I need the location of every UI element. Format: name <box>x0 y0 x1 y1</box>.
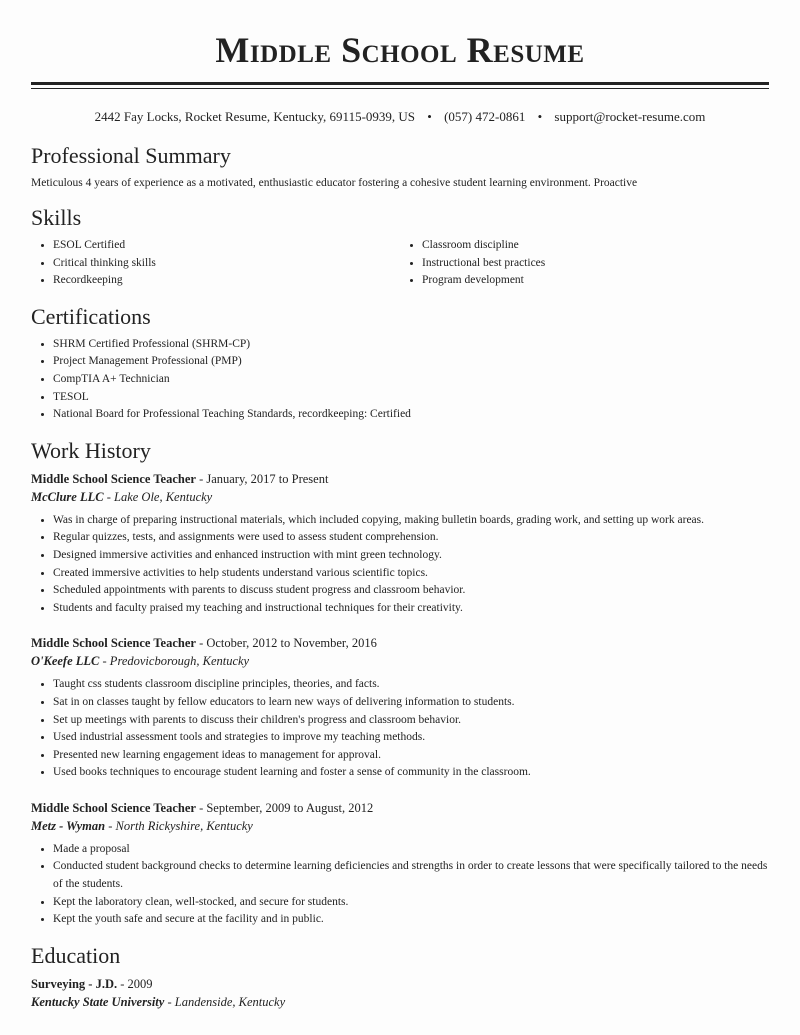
job-title: Middle School Science Teacher <box>31 471 196 486</box>
certifications-section <box>31 304 769 424</box>
skills-right-list <box>400 237 769 290</box>
skills-section <box>31 205 769 290</box>
job-bullet: • Sat in on classes taught by fellow educators to learn new ways of delivering information to students. <box>53 694 769 712</box>
job-bullet: • Presented new learning engagement ideas to management for approval. <box>53 747 769 765</box>
contact-separator: • <box>537 109 543 124</box>
summary-heading: Professional Summary <box>31 143 231 168</box>
job-bullet: • Conducted student background checks to determine learning deficiencies and strengths in order to create lessons that were specifically tailored to the needs of the students. <box>53 858 769 893</box>
job-title: Middle School Science Teacher <box>31 636 196 651</box>
education-school-line <box>31 993 769 1011</box>
education-section <box>31 943 769 1011</box>
job-location: - Lake Ole, Kentucky <box>103 489 213 504</box>
title-rule-thin <box>31 88 769 89</box>
job-title: Middle School Science Teacher <box>31 800 196 815</box>
job-dates: - September, 2009 to August, 2012 <box>195 800 374 815</box>
job-bullets <box>31 676 769 782</box>
job-dates: - January, 2017 to Present <box>195 471 329 486</box>
job-dates: - October, 2012 to November, 2016 <box>195 636 377 651</box>
job-bullet: • Kept the laboratory clean, well-stocked, and secure for students. <box>53 894 769 912</box>
certification-item: • National Board for Professional Teaching Standards, recordkeeping: Certified <box>53 406 769 424</box>
job-bullet: • Taught css students classroom discipline principles, theories, and facts. <box>53 676 769 694</box>
job-bullet: • Was in charge of preparing instructional materials, which included copying, making bulletin boards, grading work, and setting up work areas. <box>53 512 769 530</box>
job-location: - North Rickyshire, Kentucky <box>105 818 253 833</box>
job-company-line <box>31 817 769 835</box>
job-header <box>31 470 769 488</box>
job-bullet: • Made a proposal <box>53 841 769 859</box>
certification-item: • TESOL <box>53 389 769 407</box>
job-company: McClure LLC <box>31 489 104 504</box>
certification-item: • CompTIA A+ Technician <box>53 371 769 389</box>
job-location: - Predovicborough, Kentucky <box>99 654 250 669</box>
job-bullet: • Created immersive activities to help students understand various scientific topics. <box>53 565 769 583</box>
job-entry <box>31 470 769 618</box>
skill-item: • ESOL Certified <box>53 237 400 255</box>
job-company-line <box>31 488 769 506</box>
job-company-line <box>31 652 769 670</box>
job-bullets <box>31 512 769 618</box>
contact-phone: (057) 472-0861 <box>444 109 526 124</box>
certifications-list <box>31 336 769 424</box>
job-company: O'Keefe LLC <box>31 654 100 669</box>
skills-columns <box>31 237 769 290</box>
certification-item: • SHRM Certified Professional (SHRM-CP) <box>53 336 769 354</box>
job-bullet: • Set up meetings with parents to discuss their children's progress and classroom behavior. <box>53 712 769 730</box>
education-degree: Surveying - J.D. <box>31 976 118 991</box>
job-header <box>31 799 769 817</box>
skill-item: • Classroom discipline <box>422 237 769 255</box>
education-header <box>31 975 769 993</box>
skill-item: • Critical thinking skills <box>53 255 400 273</box>
skill-item: • Instructional best practices <box>422 255 769 273</box>
job-bullet: • Used industrial assessment tools and strategies to improve my teaching methods. <box>53 729 769 747</box>
education-location: - Landenside, Kentucky <box>164 994 286 1009</box>
skills-heading: Skills <box>31 205 82 230</box>
job-entry <box>31 799 769 929</box>
work-history-section <box>31 438 769 929</box>
job-bullet: • Regular quizzes, tests, and assignments were used to assess student comprehension. <box>53 529 769 547</box>
resume-title: Middle School Resume <box>215 30 585 70</box>
skill-item: • Recordkeeping <box>53 272 400 290</box>
job-company: Metz - Wyman <box>31 818 106 833</box>
job-bullet: • Scheduled appointments with parents to discuss student progress and classroom behavior. <box>53 582 769 600</box>
title-rule-thick <box>31 82 769 85</box>
education-year: - 2009 <box>117 976 153 991</box>
contact-email[interactable]: support@rocket-resume.com <box>554 109 706 124</box>
skill-item: • Program development <box>422 272 769 290</box>
summary-text: Meticulous 4 years of experience as a motivated, enthusiastic educator fostering a cohesive student learning environment. Proactive <box>31 177 638 189</box>
job-bullet: • Kept the youth safe and secure at the facility and in public. <box>53 911 769 929</box>
certification-item: • Project Management Professional (PMP) <box>53 353 769 371</box>
job-entry <box>31 634 769 782</box>
contact-address: 2442 Fay Locks, Rocket Resume, Kentucky, 69115-0939, US <box>94 109 416 124</box>
job-header <box>31 634 769 652</box>
contact-separator: • <box>427 109 432 124</box>
job-bullets <box>31 841 769 929</box>
skills-left-list <box>31 237 400 290</box>
job-bullet: • Designed immersive activities and enhanced instruction with mint green technology. <box>53 547 769 565</box>
education-heading: Education <box>31 942 121 968</box>
contact-line <box>31 109 769 125</box>
job-bullet: • Students and faculty praised my teaching and instructional techniques for their creativity. <box>53 600 769 618</box>
certifications-heading: Certifications <box>31 303 151 329</box>
summary-section <box>31 143 769 191</box>
resume-page <box>31 0 769 1011</box>
work-history-heading: Work History <box>31 437 151 463</box>
job-bullet: • Used books techniques to encourage student learning and foster a sense of community in the classroom. <box>53 764 769 782</box>
education-school: Kentucky State University <box>31 994 165 1009</box>
